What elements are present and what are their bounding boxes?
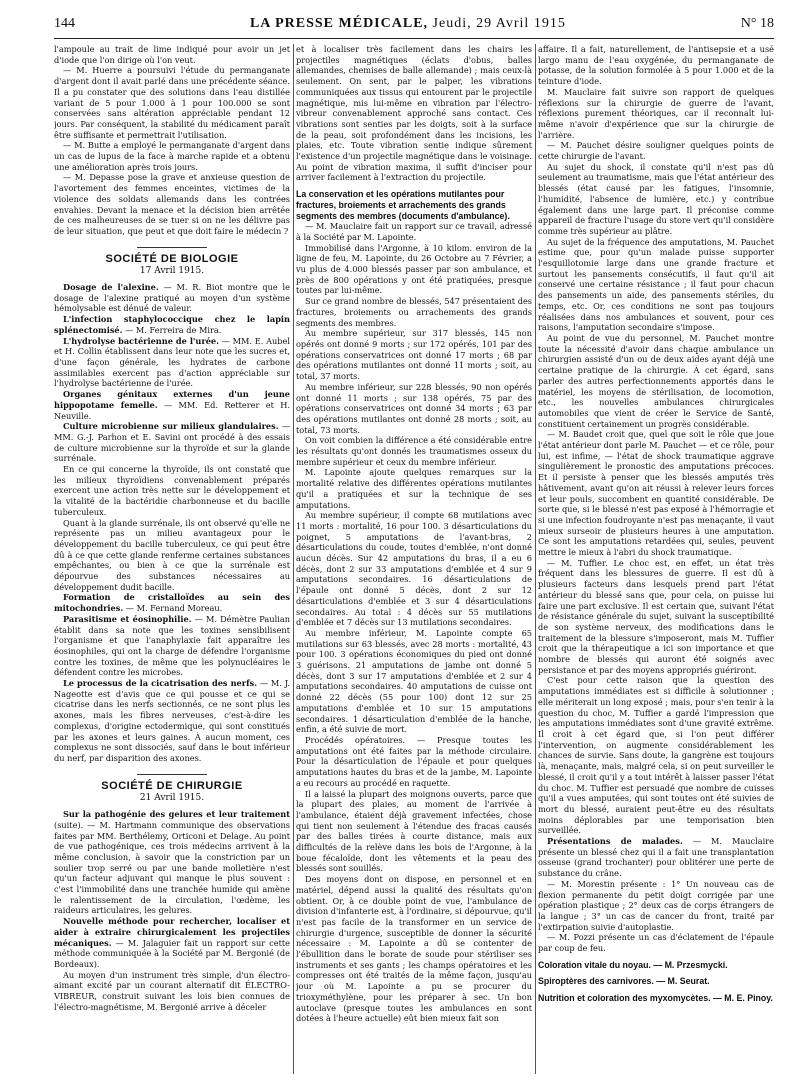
paragraph: — M. Butte a employé le permanganate d'argent dans un cas de lupus de la face à marche rapide et a obtenu une amélioration après trois jours. bbox=[54, 140, 290, 172]
journal-name: LA PRESSE MÉDICALE, bbox=[249, 16, 429, 31]
vertical-rule bbox=[293, 44, 294, 1074]
article-text: — MM. G.-J. Parhon et E. Savini ont procédé à des essais de culture microbienne sur la thyroïde et sur la glande surrénale. bbox=[54, 421, 290, 464]
article-text: (suite). — M. Hartmann communique des observations faites par MM. Berthélemy, Orticoni et Delage. Au point de vue pathogénique, ces trois médecins arrivent à la même conclusion, à savoir que la constriction par un soulier trop serré ou par une bande molletière n'est qu'un facteur adjuvant qui manque le plus souvent : c'est l'immobilité dans une tranchée humide qui amène le ralentissement de la circulation, l'œdème, les raideurs articulaires, les gelures. bbox=[54, 819, 290, 916]
paragraph: affaire. Il a fait, naturellement, de l'antisepsie et a usé largo manu de l'eau oxygénée, du permanganate de potasse, de la solution formolée à 5 pour 1.000 et de la teinture d'iode. bbox=[538, 44, 774, 87]
article-entry bbox=[54, 314, 290, 335]
article-title: Présentations de malades. bbox=[547, 836, 683, 847]
paragraph: — M. Pauchet désire souligner quelques points de cette chirurgie de l'avant. bbox=[538, 140, 774, 162]
paragraph: Au moyen d'un instrument très simple, d'un électro-aimant excité par un courant alternatif dit ÉLECTRO-VIBREUR, construit suivant les lois bien connues de l'électro-magnétisme, M. Bergonié arrive à déceler bbox=[54, 969, 290, 1012]
paragraph: Au membre inférieur, sur 228 blessés, 90 non opérés ont donné 11 morts ; sur 138 opérés, 75 par des opérations conservatrices ont donné 34 morts ; 63 par des opérations mutilantes ont donné 28 morts ; soit, au total, 73 morts. bbox=[296, 381, 532, 435]
article-text: — M. Jalaguier fait un rapport sur cette méthode communiquée à la Société par M. Bergonié (de Bordeaux). bbox=[54, 937, 290, 969]
paragraph: Au sujet du shock, il constate qu'il n'est pas dû seulement au traumatisme, mais que l'état antérieur des blessés (état causé par les fatigues, l'insomnie, l'humidité, l'absence de lumière, etc.) y contribue également dans une large part. Il préconise comme appareil de fracture l'usage du store vert qu'il considère comme très supérieur au plâtre. bbox=[538, 161, 774, 236]
paragraph: Au point de vue du personnel, M. Pauchet montre toute la nécessité d'avoir dans chaque ambulance un chirurgien assisté d'un ou de deux aides ayant déjà une certaine pratique de la chirurgie. À cet égard, sans parler des autres perfectionnements apportés dans le matériel, les moyens de stérilisation, de locomotion, etc., les nouvelles ambulances chirurgicales automobiles que vient de créer le Service de Santé, constituent certainement un progrès considérable. bbox=[538, 332, 774, 429]
paragraph: Immobilisé dans l'Argonne, à 10 kilom. environ de la ligne de feu, M. Lapointe, du 26 Octobre au 7 Février, a vu plus de 4.000 blessés passer par son ambulance, et près de 800 opérations y ont été pratiquées, presque toutes par lui-même. bbox=[296, 242, 532, 296]
article-text: — MM. Ed. Retterer et H. Neuville. bbox=[54, 399, 290, 421]
section-heading-biologie: SOCIÉTÉ DE BIOLOGIE bbox=[105, 252, 239, 265]
section-date: 21 Avril 1915. bbox=[139, 793, 205, 804]
paragraph: — M. Tuffier. Le choc est, en effet, un état très fréquent dans les blessures de guerre. Il est dû à plusieurs facteurs dans lesquels prend part l'état antérieur du blessé sans que, pour cela, on puisse lui faire une part exclusive. Il est certain que, suivant l'état de résistance générale du sujet, suivant la susceptibilité de son système nerveux, des modifications dans le traitement de la blessure s'imposeront, mais M. Tuffier croit que la thérapeutique a ici son importance et que nombre de blessés qui auront été soignés avec persistance et par des moyens appropriés guériront. bbox=[538, 557, 774, 675]
article-text: — M. Fernand Moreau. bbox=[125, 603, 223, 614]
paragraph: — M. Baudet croit que, quel que soit le rôle que joue l'état antérieur dont parle M. Pauchet — et ce rôle, pour lui, est infime, — l'état de shock traumatique aggrave singulièrement le pronostic des amputations précoces. Et il persiste à penser que les blessés amputés très hâtivement, avant qu'on ait réussi à relever leurs forces et leur pouls, succombent en quantité considérable. De sorte que, si le blessé n'est pas exposé à l'hémorragie et si une infection foudroyante n'est pas menaçante, il vaut mieux surseoir de plusieurs heures à une amputation. Ce sont les amputations retardées qui, seules, peuvent mettre le mieux à l'abri du shock traumatique. bbox=[538, 429, 774, 558]
article-entry bbox=[538, 836, 774, 879]
article-text: — MM. E. Aubel et H. Collin établissent dans leur note que les sucres et, d'une façon générale, les hydrates de carbone assimilables exercent pas d'action appréciable sur l'hydrolyse bactérienne de l'urée. bbox=[54, 335, 290, 389]
section-divider bbox=[137, 774, 207, 775]
article-title: Spiroptères des carnivores. — M. Seurat. bbox=[538, 976, 710, 987]
paragraph: M. Mauclaire fait suivre son rapport de quelques réflexions sur la chirurgie de guerre de l'avant, réflexions purement théoriques, car il reconnaît lui-même n'avoir d'expérience que sur la chirurgie de l'arrière. bbox=[538, 86, 774, 140]
paragraph: M. Lapointe ajoute quelques remarques sur la mortalité relative des différentes opérations mutilantes qu'il a pratiquées et sur la technique de ses amputations. bbox=[296, 467, 532, 510]
article-title: Formation de cristalloïdes au sein des mitochondries. bbox=[54, 592, 290, 614]
vertical-rule bbox=[535, 44, 536, 1074]
article-title: L'hydrolyse bactérienne de l'urée. bbox=[63, 335, 219, 346]
article-entry bbox=[54, 678, 290, 764]
paragraph: — M. Depasse pose la grave et anxieuse question de l'avortement des femmes enceintes, victimes de la violence des soldats allemands dans les contrées envahies. Devant la menace et la décision bien arrêtée de ces malheureuses de se tuer si on ne les délivre pas de leur situation, que peut et que doit faire le médecin ? bbox=[54, 172, 290, 236]
article-title: Culture microbienne sur milieux glandulaires. bbox=[63, 421, 279, 432]
paragraph: Au membre inférieur, M. Lapointe compte 65 mutilations sur 63 blessés, avec 28 morts : mortalité, 43 pour 100. 3 opérations économiques du pied ont donné 3 guérisons. 21 amputations de jambe ont donné 5 décès, dont 3 sur 17 amputations d'emblée et 2 sur 4 amputations secondaires. 40 amputations de cuisse ont donné 22 décès (55 pour 100) dont 12 sur 25 amputations d'emblée et 10 sur 15 amputations secondaires. 1 désarticulation d'emblée de la hanche, enfin, a été suivie de mort. bbox=[296, 627, 532, 735]
column-3 bbox=[538, 44, 774, 1074]
page-number: 144 bbox=[54, 16, 75, 31]
paragraph: et à localiser très facilement dans les chairs les projectiles magnétiques (éclats d'obus, balles allemandes, chemises de balle allemande) ; mais ceux-là seulement. On sent, par le palper, les vibrations communiquées aux tissus qui entourent par le projectile magnétique, mis lui-même en vibration par l'électro-vibreur convenablement approché sans contact. Ces vibrations sont senties par les doigts, soit à la surface de la peau, soit profondément dans les incisions, les plaies, etc. Toute vibration sentie indique sûrement l'existence d'un projectile magnétique dans le voisinage. Au point de vibration maxima, il suffit d'inciser pour arriver facilement à l'extraction du projectile. bbox=[296, 44, 532, 183]
article-entry bbox=[54, 389, 290, 421]
paragraph: Il a laissé la plupart des moignons ouverts, parce que la plupart des plaies, au moment de l'arrivée à l'ambulance, étaient déjà gravement infectées, chose qui tient non seulement à l'étendue des fracas causés par des balles tirées à courte distance, mais aux difficultés de la relève dans les bois de l'Argonne, à la boue fécaloïde, dont les vêtements et la peau des blessés sont souillés. bbox=[296, 788, 532, 874]
article-text: — M. Mauclaire présente un blessé chez qui il a fait une transplantation osseuse (grand trochanter) pour oblitérer une perte de substance du crâne. bbox=[538, 836, 774, 879]
paragraph: C'est pour cette raison que la question des amputations immédiates est si difficile à solutionner ; elle mériterait un long exposé ; mais, pour s'en tenir à la question du choc, M. Tuffier a gardé l'impression que les amputations immédiates sont d'une gravité extrême. Il croit à cet égard que, si l'on peut différer l'intervention, on augmente considérablement les chances de survie. Sans doute, la gangrène est toujours là, menaçante, mais, malgré cela, si on peut surveiller le blessé, il croit qu'il y a tout intérêt à laisser passer l'état du choc. M. Tuffier est persuadé que nombre de cuisses qu'il a vues amputées, qui sont toutes ont été suivies de mort du blessé, auraient peut-être eu des résultats moins déplorables par une temporisation bien surveillée. bbox=[538, 675, 774, 836]
article-text: — M. Ferreira de Mira. bbox=[125, 324, 222, 335]
paragraph: — M. Mauclaire fait un rapport sur ce travail, adressé à la Société par M. Lapointe. bbox=[296, 221, 532, 242]
column-1 bbox=[54, 44, 290, 1074]
paragraph: Au sujet de la fréquence des amputations, M. Pauchet estime que, pour qu'un malade puisse supporter l'esquillotomie large dans une grande fracture et surtout les pansements consécutifs, il faut qu'il ait conservé une certaine résistance ; il faut pour chacun des pansements un aide, des pansements stériles, du temps, etc. Or, ces conditions ne sont pas toujours réalisées dans nos ambulances et souvent, pour ces raisons, l'amputation secondaire s'impose. bbox=[538, 236, 774, 333]
journal-title bbox=[250, 16, 566, 32]
article-entry bbox=[54, 809, 290, 916]
article-title: La conservation et les opérations mutilantes pour fractures, broiements et arrachements des grands segments des membres (documents d'ambulance). bbox=[296, 189, 510, 221]
article-entry bbox=[54, 592, 290, 613]
section-divider bbox=[137, 247, 207, 248]
paragraph: l'ampoule au trait de lime indiqué pour avoir un jet d'iode que l'on dirige où l'on veut. bbox=[54, 44, 290, 65]
article-entry bbox=[54, 614, 290, 678]
article-title: Parasitisme et éosinophilie. bbox=[63, 613, 192, 624]
section-heading-chirurgie: SOCIÉTÉ DE CHIRURGIE bbox=[101, 779, 243, 792]
paragraph: En ce qui concerne la thyroïde, ils ont constaté que les milieux thyroïdiens convenablement préparés exercent une action très nette sur le développement et la vitalité de la bactéridie charbonneuse et du bacille tuberculeux. bbox=[54, 464, 290, 517]
article-title: Organes génitaux externes d'un jeune hippopotame femelle. bbox=[54, 389, 290, 410]
column-2 bbox=[296, 44, 532, 1074]
article-entry bbox=[54, 916, 290, 970]
paragraph: — M. Huerre a poursuivi l'étude du permanganate d'argent dont il avait parlé dans une précédente séance. Il a pu constater que des solutions dans l'eau distillée variant de 5 pour 1.000 à 1 pour 100.000 se sont conservées sans altération appréciable pendant 12 jours. Par conséquent, la stabilité du médicament paraît être suffisante et permettrait l'utilisation. bbox=[54, 65, 290, 140]
section-date: 17 Avril 1915. bbox=[139, 266, 205, 277]
paragraph: — M. Morestin présente : 1° Un nouveau cas de flexion permanente du petit doigt corrigée par une opération plastique ; 2° deux cas de corps étrangers de la langue ; 3° un cas de cancer du front, traité par l'extirpation suivie d'autoplastie. bbox=[538, 878, 774, 932]
article-entry bbox=[54, 282, 290, 314]
paragraph: Procédés opératoires. — Presque toutes les amputations ont été faites par la méthode circulaire. Pour la désarticulation de l'épaule et pour quelques amputations hautes du bras et de la jambe, M. Lapointe a eu recours au procédé en raquette. bbox=[296, 735, 532, 788]
article-title: Dosage de l'alexine. bbox=[63, 282, 159, 293]
article-entry bbox=[54, 421, 290, 464]
issue-number: N° 18 bbox=[740, 16, 774, 31]
article-title: Sur la pathogénie des gelures et leur traitement bbox=[63, 809, 290, 820]
article-title: Nutrition et coloration des myxomycètes. — M. E. Pinoy. bbox=[538, 993, 773, 1004]
article-title: L'infection staphylococcique chez le lapin splénectomisé. bbox=[54, 314, 290, 335]
paragraph: Sur ce grand nombre de blessés, 547 présentaient des fractures, broiements ou arrachements des grands segments des membres. bbox=[296, 296, 532, 328]
article-entry bbox=[54, 336, 290, 390]
issue-date: Jeudi, 29 Avril 1915 bbox=[428, 16, 566, 31]
paragraph: On voit combien la différence a été considérable entre les résultats qu'ont donnés les traumatismes osseux du membre supérieur et ceux du membre inférieur. bbox=[296, 435, 532, 467]
paragraph: Au membre supérieur, sur 317 blessés, 145 non opérés ont donné 9 morts ; sur 172 opérés, 101 par des opérations conservatrices ont donné 17 morts ; 68 par des opérations mutilantes ont donné 11 morts ; soit, au total, 37 morts. bbox=[296, 328, 532, 382]
columns bbox=[54, 44, 774, 1074]
paragraph: Quant à la glande surrénale, ils ont observé qu'elle ne représente pas un milieu avantageux pour le développement du bacille tuberculeux, ce qui peut être dû à ce que cette glande renferme certaines substances empêchantes, ou bien à ce que la surrénale est dépourvue des substances nécessaires au développement dudit bacille. bbox=[54, 517, 290, 592]
paragraph: Des moyens dont on dispose, en personnel et en matériel, dépend aussi la qualité des résultats qu'on obtient. Or, à ce double point de vue, l'ambulance de division d'infanterie est, à l'ordinaire, si dépourvue, qu'il n'est pas facile de la transformer en un service de chirurgie d'urgence, susceptible de donner la sécurité nécessaire : M. Lapointe a dû se contenter de l'ébullition dans le borate de soude pour stériliser ses instruments et ses gants ; les champs opératoires et les compresses ont été traités de la même façon, jusqu'au jour où M. Lapointe a pu se procurer du trioxyméthylène, pour les préparer à sec. Un bon autoclave (presque toutes les ambulances en sont dotées à l'heure actuelle) eût bien mieux fait son bbox=[296, 874, 532, 1024]
paragraph: Au membre supérieur, il compte 68 mutilations avec 11 morts : mortalité, 16 pour 100. 3 désarticulations du poignet, 5 amputations de l'avant-bras, 2 désarticulations du coude, toutes d'emblée, n'ont donné aucun décès. Sur 42 amputations du bras, il a eu 6 décès, dont 2 sur 33 amputations d'emblée et 4 sur 9 amputations secondaires. 16 désarticulations de l'épaule ont donné 5 décès, dont 2 sur 12 désarticulations d'emblée et 3 sur 4 désarticulations secondaires. Au total : 4 décès sur 55 mutilations d'emblée et 7 décès sur 13 mutilations secondaires. bbox=[296, 510, 532, 628]
article-text: — M. J. Nageotte est d'avis que ce qui pousse et ce qui se cicatrise dans les nerfs sectionnés, ce ne sont plus les axones, mais les fibres nerveuses, c'est-à-dire les complexus, d'origine ectodermique, qui sont constitués par les axones et leurs gaines. À aucun moment, ces complexus ne sont dissociés, sauf dans le bout inférieur du nerf, par disparition des axones. bbox=[54, 678, 290, 763]
article-title: Coloration vitale du noyau. — M. Przesmycki. bbox=[538, 959, 728, 970]
article-text: — M. R. Biot montre que le dosage de l'alexine pratiqué au moyen d'un système hémolysable est dénué de valeur. bbox=[54, 282, 290, 314]
page-header bbox=[54, 10, 774, 39]
article-title: Nouvelle méthode pour rechercher, localiser et aider à extraire chirurgicalement les projectiles mécaniques. bbox=[54, 916, 290, 948]
article-text: — M. Démètre Paulian établit dans sa note que les toxines sensibilisent l'organisme et que l'anaphylaxie fait apparaître les éosinophiles, qui ont la charge de défendre l'organisme contre les toxines, de même que les polynucléaires le défendent contre les microbes. bbox=[54, 613, 290, 678]
article-title: Le processus de la cicatrisation des nerfs. bbox=[63, 678, 258, 689]
paragraph: — M. Pozzi présente un cas d'éclatement de l'épaule par coup de feu. bbox=[538, 932, 774, 954]
